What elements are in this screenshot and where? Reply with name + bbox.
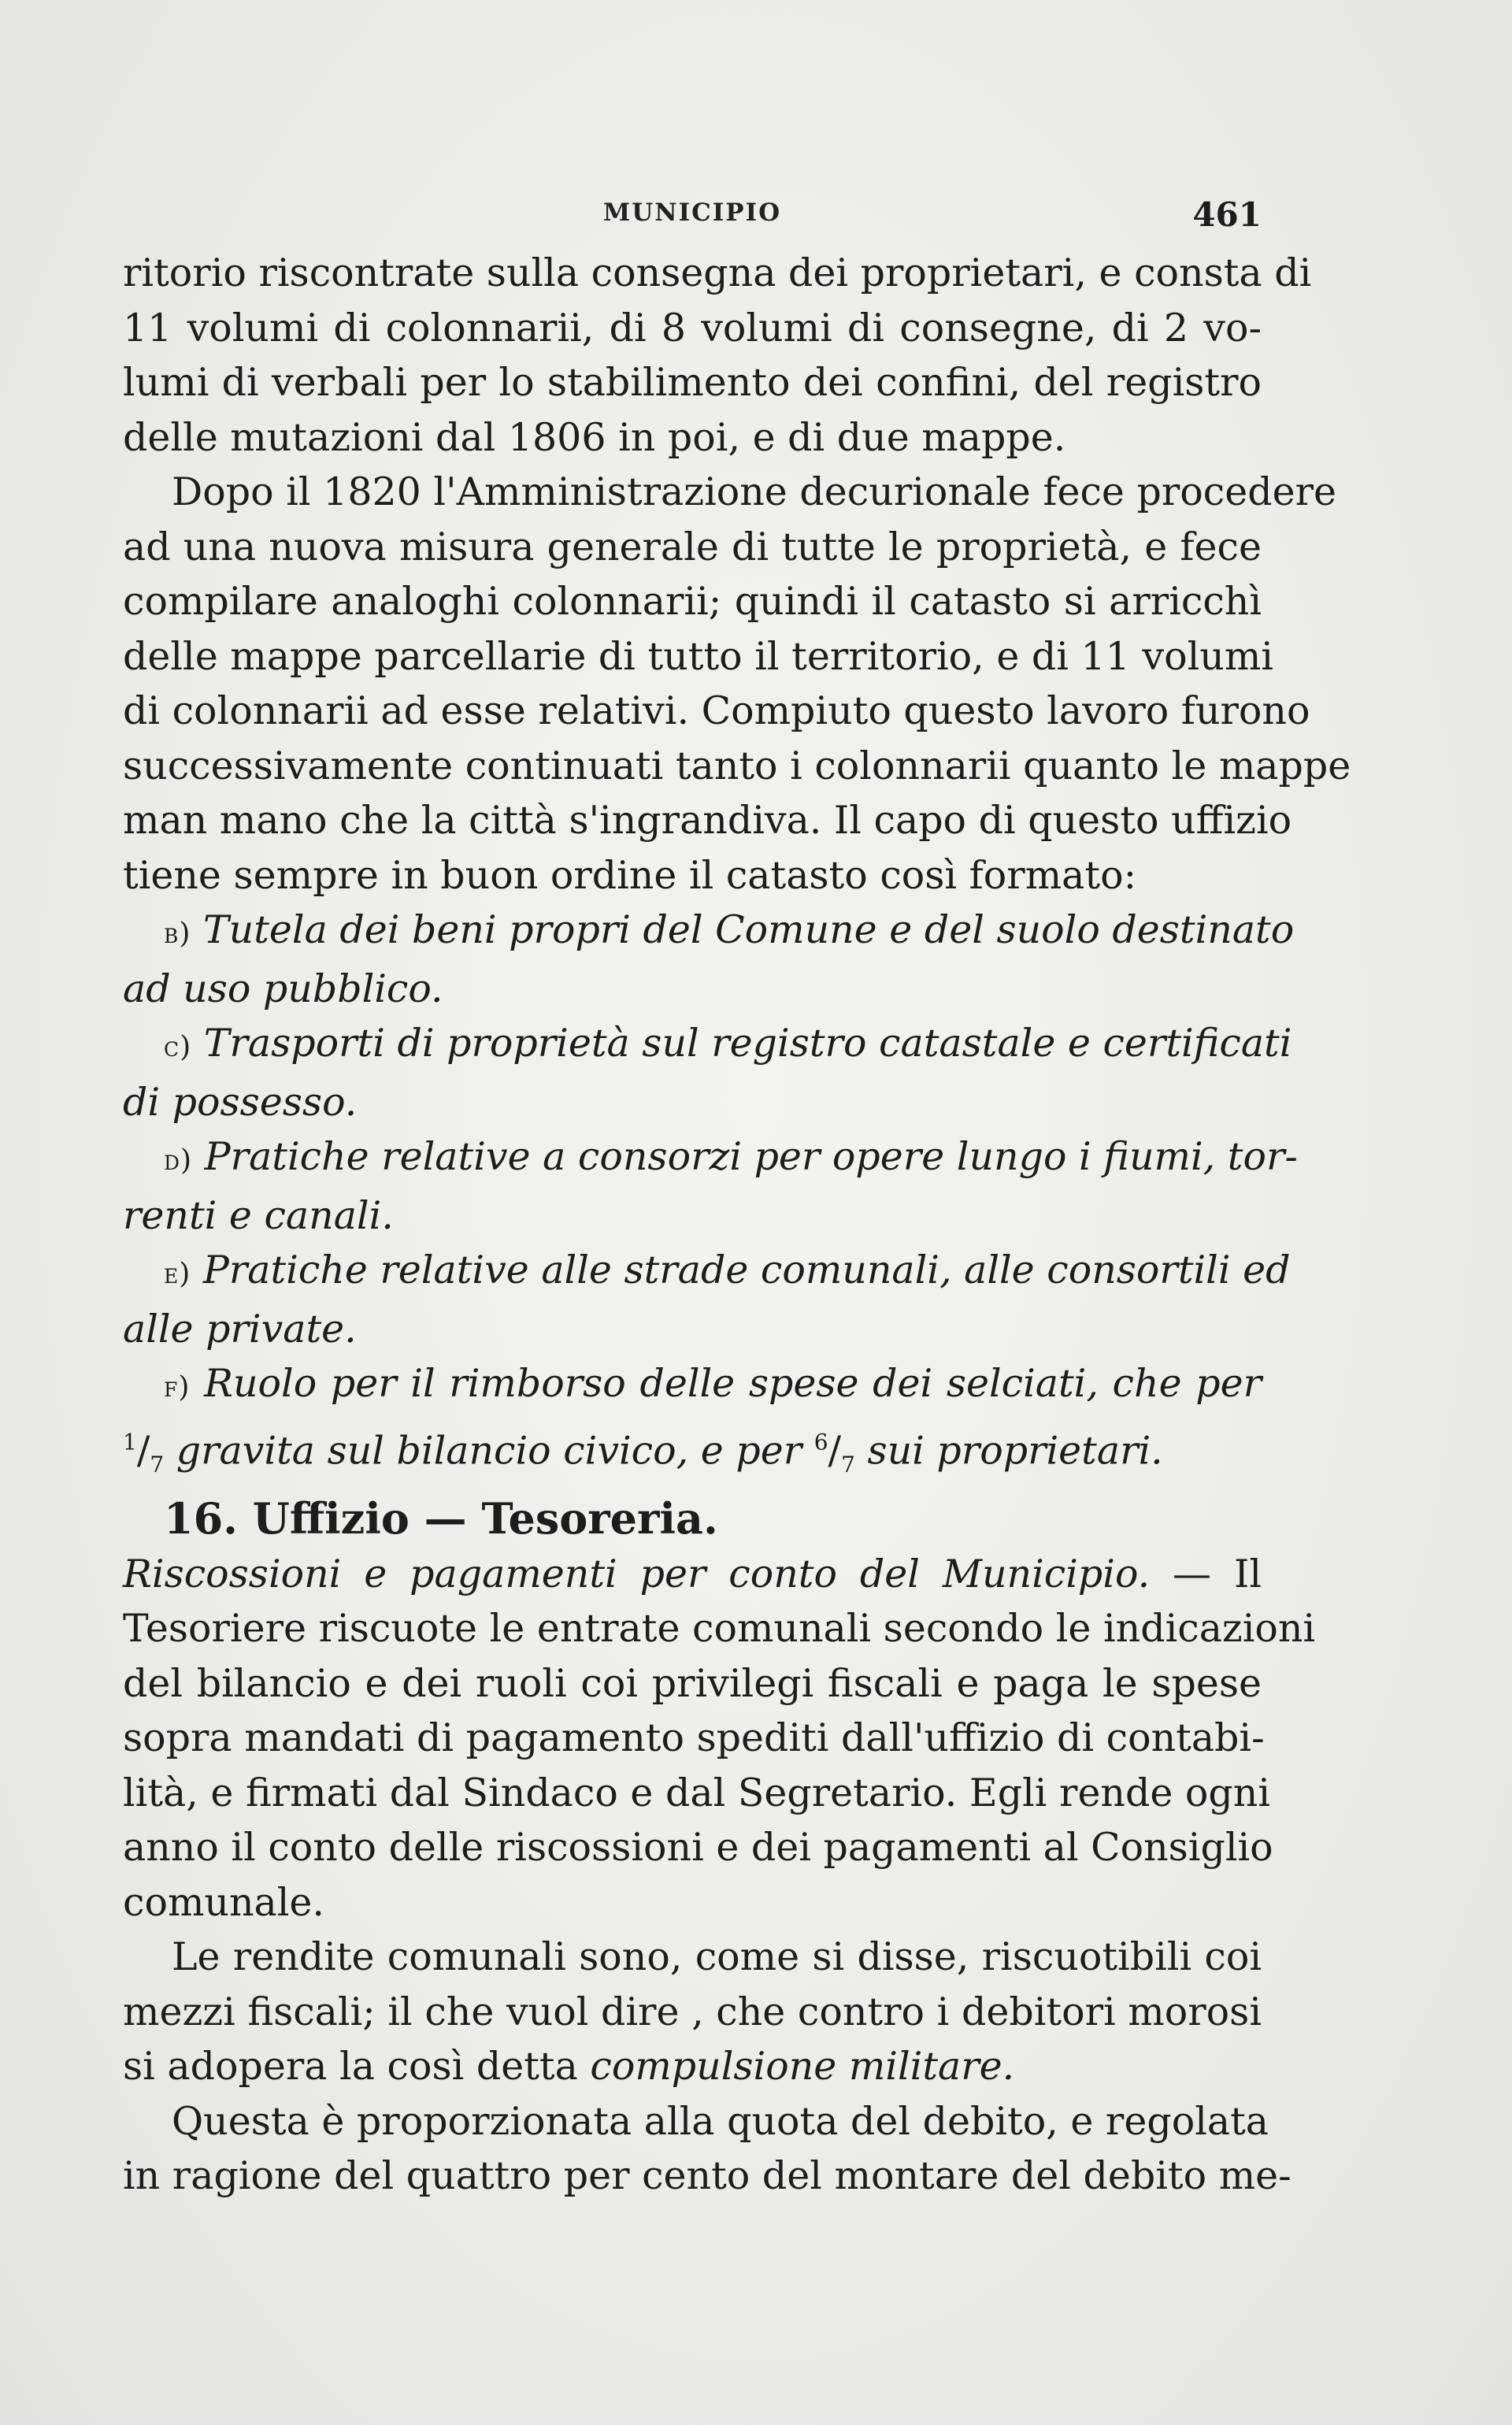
text-line: Dopo il 1820 l'Amministrazione decurionale fece procedere [172, 469, 1337, 514]
list-letter: b) [164, 918, 191, 950]
text-line: in ragione del quattro per cento del montare del debito me- [123, 2153, 1292, 2199]
list-item-line [123, 1243, 1291, 1302]
fraction-numerator: 6 [813, 1429, 828, 1455]
list-item-text: gravita sul bilancio civico, e per [176, 1427, 802, 1473]
text-line: ritorio riscontrate sulla consegna dei proprietari, e consta di [123, 250, 1312, 295]
list-item-c [123, 1016, 1292, 1129]
text-line: lità, e firmati dal Sindaco e dal Segretario. Egli rende ogni [123, 1770, 1271, 1815]
text-line: tiene sempre in buon ordine il catasto così formato: [123, 852, 1137, 898]
list-item-line [123, 1075, 1262, 1130]
text-line: di colonnarii ad esse relativi. Compiuto questo lavoro furono [123, 688, 1310, 733]
italic-term: compulsione militare. [590, 2044, 1015, 2089]
fraction-denominator: 7 [150, 1451, 165, 1478]
lead-rest: — Il [1150, 1551, 1262, 1596]
body-text [123, 246, 1351, 2204]
list-letter: c) [164, 1031, 192, 1063]
text-line: delle mappe parcellarie di tutto il territorio, e di 11 volumi [123, 633, 1273, 679]
list-item-text: sui proprietari. [867, 1427, 1163, 1473]
text-line: mezzi fiscali; il che vuol dire , che contro i debitori morosi [123, 1989, 1262, 2034]
list-item-f [123, 1356, 1262, 1492]
text-line: man mano che la città s'ingrandiva. Il capo di questo uffizio [123, 798, 1292, 843]
fraction-denominator: 7 [841, 1451, 855, 1478]
fraction-numerator: 1 [123, 1429, 137, 1455]
list-item-line [123, 1016, 1292, 1075]
list-item-text: renti e canali. [123, 1192, 394, 1238]
paragraph-3 [123, 1547, 1316, 1930]
text-line: del bilancio e dei ruoli coi privilegi fiscali e paga le spese [123, 1660, 1262, 1706]
text-line: delle mutazioni dal 1806 in poi, e di due mappe. [123, 414, 1066, 460]
list-item-line [123, 962, 1262, 1017]
list-item-line [123, 1129, 1298, 1188]
list-letter: e) [164, 1258, 191, 1290]
list-item-text: alle private. [123, 1306, 357, 1352]
list-letter: d) [164, 1144, 193, 1177]
list-item-line [123, 903, 1295, 962]
text-line: comunale. [123, 1879, 324, 1925]
paragraph-2 [123, 465, 1351, 903]
list-item-e [123, 1243, 1291, 1356]
fraction: $^1/_7$ [123, 1427, 165, 1478]
list-item-text: Ruolo per il rimborso delle spese dei selciati, che per [204, 1361, 1262, 1406]
list-item-d [123, 1129, 1298, 1243]
text-line: sopra mandati di pagamento spediti dall'uffizio di contabi- [123, 1715, 1265, 1761]
section-heading: 16. Uffizio — Tesoreria. [164, 1493, 718, 1544]
paragraph-4 [123, 1930, 1262, 2094]
text-line: ad una nuova misura generale di tutte le proprietà, e fece [123, 524, 1262, 569]
paragraph-5 [123, 2094, 1292, 2204]
running-head: MUNICIPIO [602, 198, 782, 227]
list-letter: f) [164, 1371, 191, 1403]
list-item-b [123, 903, 1295, 1016]
list-item-text: Pratiche relative a consorzi per opere lungo i fiumi, tor- [204, 1134, 1298, 1179]
text-line: lumi di verbali per lo stabilimento dei confini, del registro [123, 360, 1262, 405]
text-line: 11 volumi di colonnarii, di 8 volumi di consegne, di 2 vo- [123, 305, 1262, 350]
text-fragment: si adopera la così detta [123, 2044, 591, 2089]
list-item-text: Trasporti di proprietà sul registro catastale e certificati [203, 1021, 1292, 1066]
list-item-text: di possesso. [123, 1079, 358, 1125]
text-line [123, 2039, 1262, 2094]
text-line: Tesoriere riscuote le entrate comunali secondo le indicazioni [123, 1606, 1316, 1652]
text-line: successivamente continuati tanto i colonnarii quanto le mappe [123, 743, 1351, 788]
fraction: $^6/_7$ [813, 1427, 855, 1478]
text-line [123, 1547, 1262, 1602]
list-item-text: Pratiche relative alle strade comunali, alle consortili ed [202, 1248, 1291, 1292]
list-item-text: Tutela dei beni propri del Comune e del suolo destinato [203, 907, 1295, 952]
text-line: anno il conto delle riscossioni e dei pagamenti al Consiglio [123, 1825, 1273, 1871]
text-line: Questa è proporzionata alla quota del debito, e regolata [172, 2098, 1269, 2144]
text-line: compilare analoghi colonnarii; quindi il catasto si arricchì [123, 579, 1262, 624]
paragraph-1 [123, 246, 1312, 465]
list-item-line [123, 1415, 1262, 1492]
list-item-line [123, 1188, 1262, 1244]
list-item-line [123, 1356, 1262, 1415]
list-item-line [123, 1302, 1262, 1357]
lead-italic: Riscossioni e pagamenti per conto del Municipio. [123, 1551, 1151, 1596]
text-line: Le rendite comunali sono, come si disse, riscuotibili coi [172, 1934, 1262, 1980]
page-number: 461 [1192, 195, 1262, 234]
list-item-text: ad uso pubblico. [123, 966, 443, 1011]
page-header [123, 195, 1262, 238]
